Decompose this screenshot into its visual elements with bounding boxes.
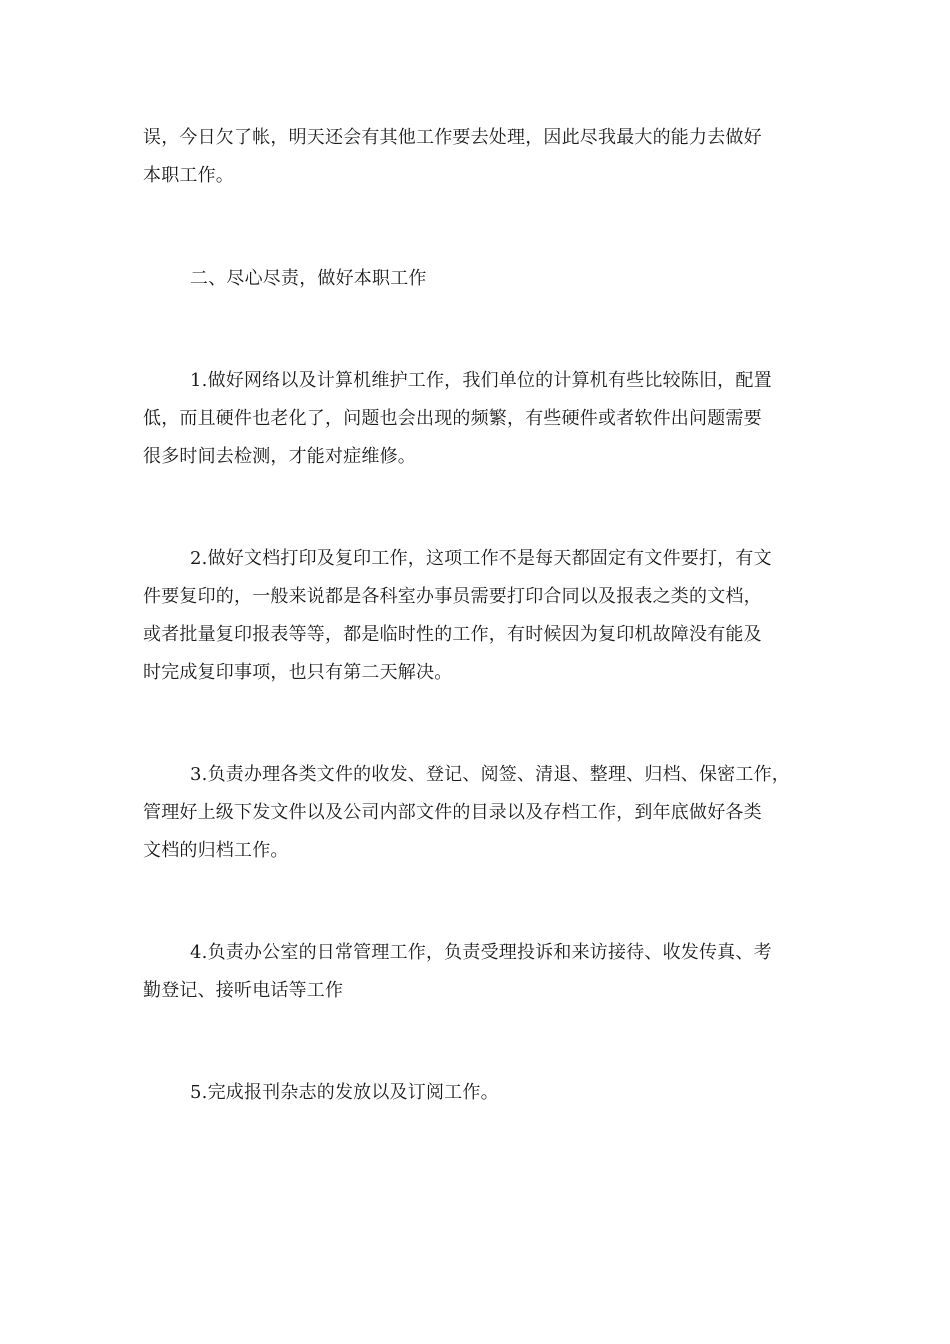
section-heading: 二、尽心尽责，做好本职工作: [190, 268, 427, 289]
item-2-line-3: 或者批量复印报表等等，都是临时性的工作，有时候因为复印机故障没有能及: [143, 624, 762, 645]
item-5-line-1: 5.完成报刊杂志的发放以及订阅工作。: [190, 1082, 499, 1103]
item-4-line-2: 勤登记、接听电话等工作: [143, 980, 344, 1001]
intro-line-1: 误，今日欠了帐，明天还会有其他工作要去处理，因此尽我最大的能力去做好: [143, 127, 762, 148]
intro-line-2: 本职工作。: [143, 165, 234, 186]
item-2-line-4: 时完成复印事项，也只有第二天解决。: [143, 662, 453, 683]
item-2-line-2: 件要复印的，一般来说都是各科室办事员需要打印合同以及报表之类的文档，: [143, 586, 762, 607]
item-3-line-2: 管理好上级下发文件以及公司内部文件的目录以及存档工作，到年底做好各类: [143, 802, 762, 823]
item-1-line-2: 低，而且硬件也老化了，问题也会出现的频繁，有些硬件或者软件出问题需要: [143, 408, 762, 429]
item-1-line-3: 很多时间去检测，才能对症维修。: [143, 446, 416, 467]
item-4-line-1: 4.负责办公室的日常管理工作，负责受理投诉和来访接待、收发传真、考: [190, 942, 772, 963]
item-1-line-1: 1.做好网络以及计算机维护工作，我们单位的计算机有些比较陈旧，配置: [190, 370, 772, 391]
item-3-line-3: 文档的归档工作。: [143, 840, 289, 861]
item-3-line-1: 3.负责办理各类文件的收发、登记、阅签、清退、整理、归档、保密工作，: [190, 764, 790, 785]
item-2-line-1: 2.做好文档打印及复印工作，这项工作不是每天都固定有文件要打，有文: [190, 548, 772, 569]
